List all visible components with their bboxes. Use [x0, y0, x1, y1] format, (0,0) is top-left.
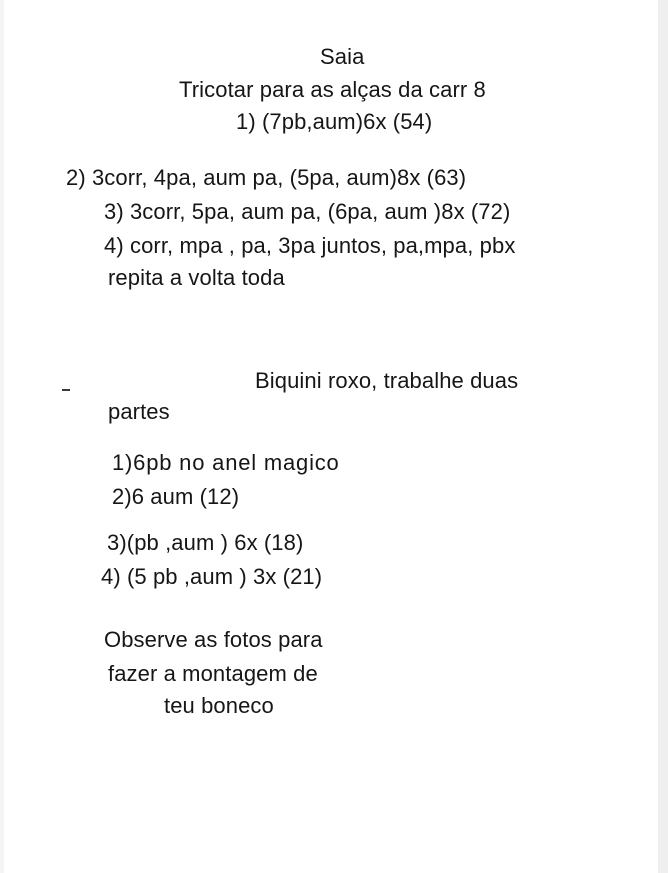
saia-title: Saia	[320, 44, 365, 69]
saia-row-4: 4) corr, mpa , pa, 3pa juntos, pa,mpa, pbx	[104, 233, 516, 258]
dash-mark	[62, 389, 70, 391]
saia-row-2: 2) 3corr, 4pa, aum pa, (5pa, aum)8x (63)	[66, 165, 467, 190]
document-page	[4, 0, 658, 873]
biquini-title-cont: partes	[108, 399, 170, 424]
saia-row-4-cont: repita a volta toda	[108, 265, 285, 290]
closing-line-2: fazer a montagem de	[108, 661, 318, 686]
biquini-row-3: 3)(pb ,aum ) 6x (18)	[107, 530, 304, 555]
page-edge	[658, 0, 668, 873]
biquini-title: Biquini roxo, trabalhe duas	[255, 368, 519, 393]
closing-line-3: teu boneco	[164, 693, 274, 718]
biquini-row-4: 4) (5 pb ,aum ) 3x (21)	[101, 564, 323, 589]
saia-row-3: 3) 3corr, 5pa, aum pa, (6pa, aum )8x (72)	[104, 199, 511, 224]
biquini-row-2: 2)6 aum (12)	[112, 484, 240, 509]
closing-line-1: Observe as fotos para	[104, 627, 323, 652]
biquini-row-1: 1)6pb no anel magico	[112, 450, 340, 475]
saia-row-1: 1) (7pb,aum)6x (54)	[236, 109, 433, 134]
saia-intro: Tricotar para as alças da carr 8	[179, 77, 486, 102]
